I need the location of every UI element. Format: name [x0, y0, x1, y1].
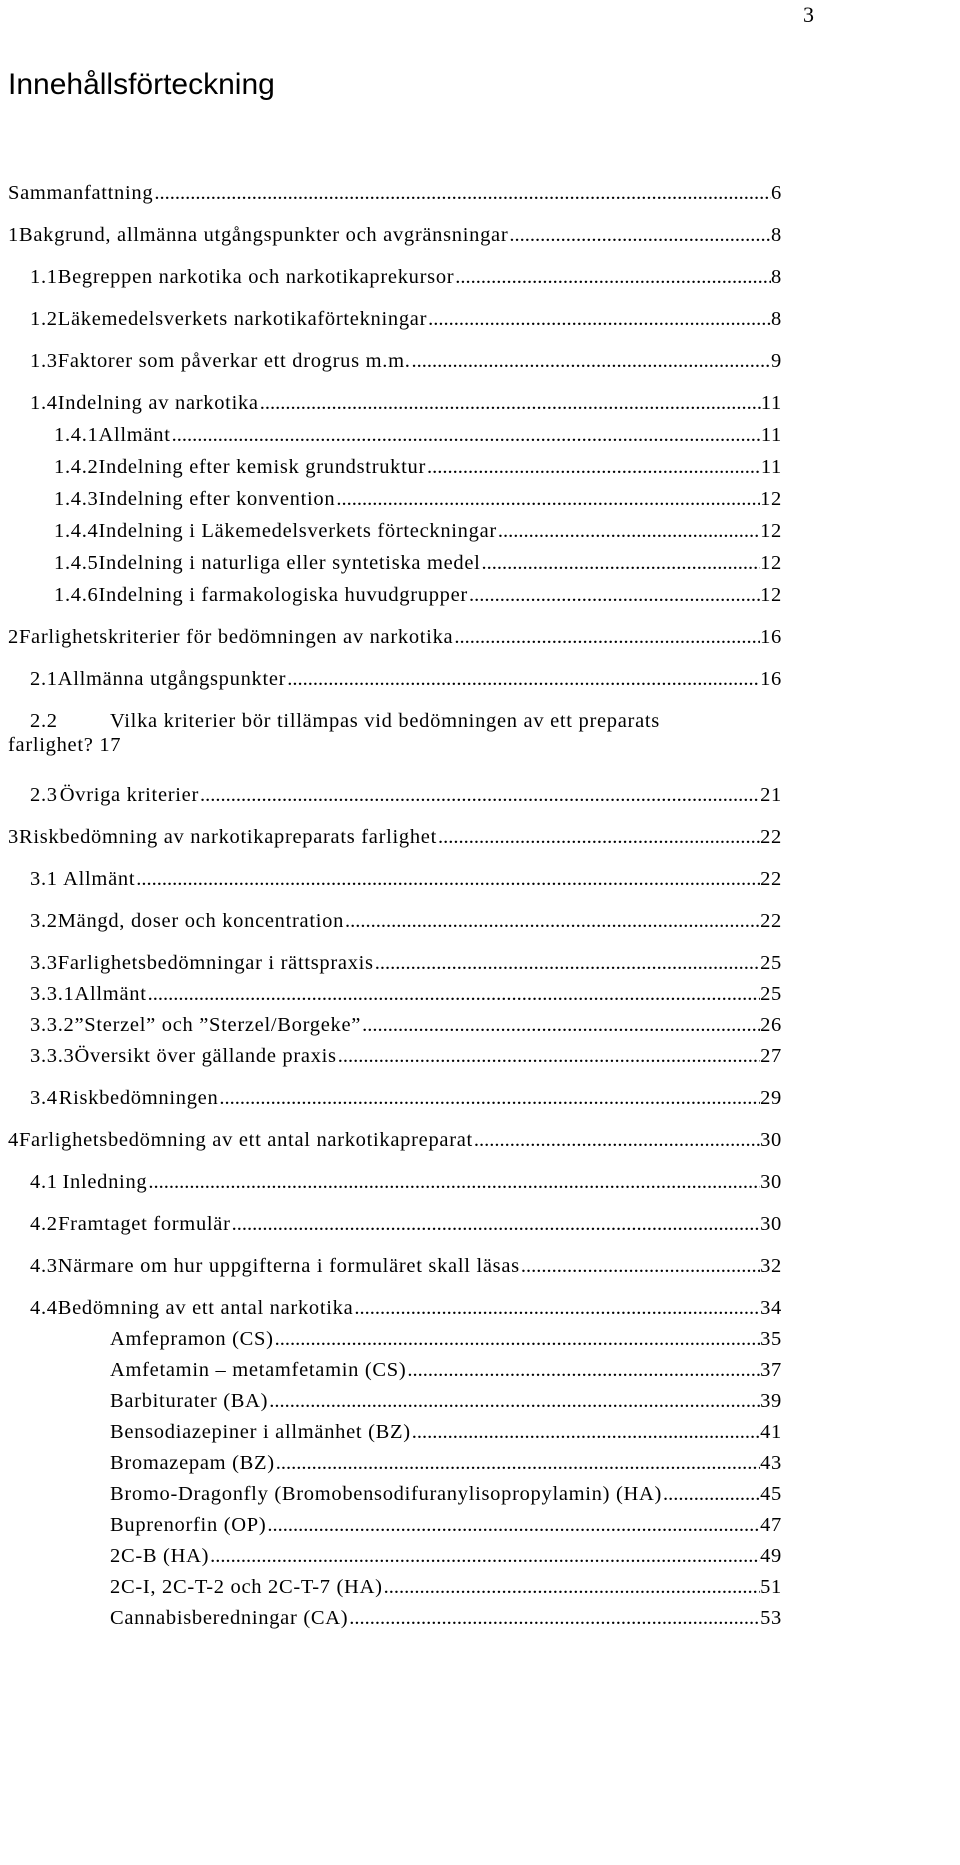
- toc-entry-number: 4.4: [30, 1297, 58, 1319]
- toc-entry-title: Framtaget formulär: [58, 1213, 231, 1235]
- toc-entry-number: 2: [8, 626, 19, 648]
- toc-entry-page: 47: [760, 1514, 782, 1536]
- dot-leader: [375, 950, 760, 976]
- toc-entry-page: 8: [771, 266, 782, 288]
- toc-entry-page: 25: [760, 952, 782, 974]
- toc-entry[interactable]: [30, 708, 782, 734]
- toc-entry-title: Mängd, doser och koncentration: [57, 910, 345, 932]
- toc-entry[interactable]: [110, 1419, 782, 1445]
- toc-entry-title: Närmare om hur uppgifterna i formuläret skall läsas: [57, 1255, 520, 1277]
- dot-leader: [287, 666, 760, 692]
- toc-entry-page: 22: [760, 910, 782, 932]
- toc-entry-number: 1.1: [30, 266, 58, 288]
- toc-entry-title: Bensodiazepiner i allmänhet (BZ): [110, 1421, 411, 1443]
- toc-entry-page: 53: [760, 1607, 782, 1629]
- toc-entry-number: 4.1: [30, 1171, 58, 1193]
- toc-entry-number: 3.4: [30, 1087, 58, 1109]
- toc-entry-title: Bromazepam (BZ): [110, 1452, 275, 1474]
- dot-leader: [407, 1357, 760, 1383]
- toc-entry-title: Begreppen narkotika och narkotikaprekursor: [57, 266, 455, 288]
- toc-entry[interactable]: [30, 1012, 782, 1038]
- toc-entry-page: 35: [760, 1328, 782, 1350]
- dot-leader: [232, 1211, 760, 1237]
- dot-leader: [148, 1169, 760, 1195]
- toc-entry[interactable]: [30, 390, 782, 416]
- dot-leader: [362, 1012, 760, 1038]
- toc-entry-page: 30: [760, 1213, 782, 1235]
- toc-entry-title: Bedömning av ett antal narkotika: [57, 1297, 354, 1319]
- dot-leader: [412, 348, 772, 374]
- toc-entry-title: Riskbedömning av narkotikapreparats farlighet: [18, 826, 437, 848]
- toc-entry-page: 12: [760, 488, 782, 510]
- toc-entry-number: 3.3.2: [30, 1014, 75, 1036]
- toc-entry[interactable]: [30, 981, 782, 1007]
- toc-entry-title: Farlighetskriterier för bedömningen av narkotika: [18, 626, 454, 648]
- toc-entry-title: 2C-I, 2C-T-2 och 2C-T-7 (HA): [110, 1576, 383, 1598]
- toc-entry-page: 11: [760, 456, 782, 478]
- toc-entry[interactable]: [8, 222, 782, 248]
- toc-entry-number: 3: [8, 826, 19, 848]
- toc-entry-page: 16: [760, 626, 782, 648]
- toc-entry[interactable]: [110, 1574, 782, 1600]
- toc-entry-title: Amfepramon (CS): [110, 1328, 274, 1350]
- toc-entry-title: Indelning efter konvention: [98, 488, 336, 510]
- toc-entry-number: 3.3: [30, 952, 58, 974]
- toc-entry-number: 4.2: [30, 1213, 58, 1235]
- toc-entry-page: 32: [760, 1255, 782, 1277]
- toc-entry[interactable]: [30, 1085, 782, 1111]
- toc-entry-number: 3.3.3: [30, 1045, 75, 1067]
- dot-leader: [469, 582, 760, 608]
- toc-entry[interactable]: [54, 582, 782, 608]
- toc-entry[interactable]: [30, 306, 782, 332]
- dot-leader: [354, 1295, 760, 1321]
- toc-entry-page: 12: [760, 552, 782, 574]
- toc-entry-title: Övriga kriterier: [59, 784, 199, 806]
- toc-entry[interactable]: [110, 1543, 782, 1569]
- toc-entry-title: Indelning av narkotika: [57, 392, 259, 414]
- dot-leader: [338, 1043, 760, 1069]
- toc-entry-page: 39: [760, 1390, 782, 1412]
- toc-entry-page: 11: [760, 392, 782, 414]
- toc-entry-title: Farlighetsbedömning av ett antal narkotikapreparat: [18, 1129, 473, 1151]
- toc-entry[interactable]: [30, 348, 782, 374]
- dot-leader: [275, 1326, 760, 1352]
- toc-entry-page: 49: [760, 1545, 782, 1567]
- dot-leader: [267, 1512, 760, 1538]
- dot-leader: [384, 1574, 760, 1600]
- toc-entry-page: 30: [760, 1171, 782, 1193]
- toc-entry-page: 12: [760, 520, 782, 542]
- dot-leader: [172, 422, 761, 448]
- toc-entry-page: 8: [771, 308, 782, 330]
- toc-entry[interactable]: [110, 1605, 782, 1631]
- dot-leader: [412, 1419, 760, 1445]
- toc-entry[interactable]: [110, 1450, 782, 1476]
- toc-entry[interactable]: [54, 454, 782, 480]
- toc-entry-page: 30: [760, 1129, 782, 1151]
- toc-entry[interactable]: [30, 1211, 782, 1237]
- toc-entry-number: 1.4.5: [54, 552, 99, 574]
- toc-entry-page: 16: [760, 668, 782, 690]
- toc-entry-title: Sammanfattning: [8, 182, 154, 204]
- toc-entry-number: 1.4.4: [54, 520, 99, 542]
- toc-entry-title: Översikt över gällande praxis: [74, 1045, 337, 1067]
- toc-entry-title: Allmänt: [74, 983, 147, 1005]
- toc-entry[interactable]: [110, 1357, 782, 1383]
- toc-entry[interactable]: [30, 666, 782, 692]
- dot-leader: [154, 180, 771, 206]
- toc-entry-title: ”Sterzel” och ”Sterzel/Borgeke”: [74, 1014, 362, 1036]
- toc-entry-page: 9: [771, 350, 782, 372]
- toc-entry-title: Bromo-Dragonfly (Bromobensodifuranylisopropylamin) (HA): [110, 1483, 663, 1505]
- toc-entry[interactable]: [110, 1481, 782, 1507]
- toc-entry[interactable]: [30, 1043, 782, 1069]
- toc-entry-number: 1.4.6: [54, 584, 99, 606]
- dot-leader: [260, 390, 761, 416]
- toc-entry-number: 1.4.3: [54, 488, 99, 510]
- toc-entry[interactable]: [110, 1388, 782, 1414]
- toc-entry-page: 37: [760, 1359, 782, 1381]
- toc-entry-page: 43: [760, 1452, 782, 1474]
- toc-entry-number: 1.3: [30, 350, 58, 372]
- toc-entry-page: 29: [760, 1087, 782, 1109]
- toc-entry-page: 45: [760, 1483, 782, 1505]
- toc-entry-continuation: farlighet? 17: [8, 734, 122, 756]
- toc-entry[interactable]: [54, 550, 782, 576]
- toc-entry-number: 1.4.1: [54, 424, 99, 446]
- toc-entry-title: Amfetamin – metamfetamin (CS): [110, 1359, 407, 1381]
- toc-entry-number: 1.4.2: [54, 456, 99, 478]
- dot-leader: [349, 1605, 760, 1631]
- toc-entry[interactable]: [30, 782, 782, 808]
- toc-entry-title: Allmänt: [63, 868, 136, 890]
- toc-entry-page: 22: [760, 868, 782, 890]
- toc-entry-page: 8: [771, 224, 782, 246]
- dot-leader: [663, 1481, 760, 1507]
- toc-entry-title: Allmänna utgångspunkter: [57, 668, 287, 690]
- dot-leader: [509, 222, 771, 248]
- toc-entry[interactable]: [30, 264, 782, 290]
- toc-entry-number: 2.1: [30, 668, 58, 690]
- dot-leader: [219, 1085, 760, 1111]
- dot-leader: [210, 1543, 760, 1569]
- toc-entry-page: 41: [760, 1421, 782, 1443]
- toc-entry[interactable]: [54, 422, 782, 448]
- dot-leader: [148, 981, 761, 1007]
- toc-entry-number: 1: [8, 224, 19, 246]
- toc-entry[interactable]: [54, 518, 782, 544]
- toc-entry-title: 2C-B (HA): [110, 1545, 210, 1567]
- toc-entry-page: 26: [760, 1014, 782, 1036]
- page-number: 3: [803, 2, 814, 27]
- toc-entry[interactable]: [8, 824, 782, 850]
- dot-leader: [428, 306, 771, 332]
- toc-entry-page: 6: [771, 182, 782, 204]
- dot-leader: [454, 624, 760, 650]
- dot-leader: [482, 550, 761, 576]
- toc-entry-page: 11: [760, 424, 782, 446]
- toc-entry-page: 12: [760, 584, 782, 606]
- toc-entry-title: Faktorer som påverkar ett drogrus m.m.: [57, 350, 411, 372]
- toc-entry[interactable]: [30, 908, 782, 934]
- toc-entry[interactable]: [30, 866, 782, 892]
- toc-entry[interactable]: [54, 486, 782, 512]
- toc-entry-number: 1.4: [30, 392, 58, 414]
- toc-entry[interactable]: [8, 624, 782, 650]
- toc-entry[interactable]: [8, 1127, 782, 1153]
- toc-entry-number: 4.3: [30, 1255, 58, 1277]
- toc-entry[interactable]: [8, 180, 782, 206]
- toc-entry-title: Cannabisberedningar (CA): [110, 1607, 349, 1629]
- toc-entry-title: Indelning efter kemisk grundstruktur: [98, 456, 427, 478]
- toc-entry-title: Indelning i Läkemedelsverkets förteckningar: [98, 520, 497, 542]
- dot-leader: [438, 824, 760, 850]
- dot-leader: [498, 518, 760, 544]
- toc-entry-page: 25: [760, 983, 782, 1005]
- dot-leader: [200, 782, 760, 808]
- dot-leader: [345, 908, 760, 934]
- toc-entry[interactable]: [110, 1326, 782, 1352]
- toc-entry-number: 1.2: [30, 308, 58, 330]
- toc-entry-number: 2.2: [30, 710, 58, 732]
- dot-leader: [521, 1253, 760, 1279]
- toc-entry-number: 3.1: [30, 868, 58, 890]
- dot-leader: [474, 1127, 760, 1153]
- toc-entry-page: 27: [760, 1045, 782, 1067]
- toc-entry-number: 2.3: [30, 784, 58, 806]
- toc-entry-title: Bakgrund, allmänna utgångspunkter och avgränsningar: [18, 224, 509, 246]
- toc-entry-title: Vilka kriterier bör tillämpas vid bedömningen av ett preparats: [110, 710, 660, 732]
- toc-entry[interactable]: [30, 950, 782, 976]
- dot-leader: [276, 1450, 760, 1476]
- toc-entry-title: Läkemedelsverkets narkotikaförtekningar: [57, 308, 428, 330]
- toc-entry-title: Buprenorfin (OP): [110, 1514, 267, 1536]
- dot-leader: [427, 454, 761, 480]
- toc-entry-number: 3.3.1: [30, 983, 75, 1005]
- toc-entry[interactable]: [30, 1295, 782, 1321]
- dot-leader: [455, 264, 771, 290]
- toc-entry-title: Indelning i naturliga eller syntetiska medel: [98, 552, 481, 574]
- toc-entry-title: Indelning i farmakologiska huvudgrupper: [98, 584, 468, 606]
- toc-heading: Innehållsförteckning: [8, 68, 275, 101]
- toc-entry-page: 51: [760, 1576, 782, 1598]
- toc-entry[interactable]: [30, 1253, 782, 1279]
- toc-entry-title: Inledning: [62, 1171, 148, 1193]
- toc-entry-number: 4: [8, 1129, 19, 1151]
- toc-entry-page: 22: [760, 826, 782, 848]
- toc-entry-title: Barbiturater (BA): [110, 1390, 269, 1412]
- toc-entry-title: Allmänt: [98, 424, 171, 446]
- toc-entry-page: 34: [760, 1297, 782, 1319]
- toc-entry[interactable]: [110, 1512, 782, 1538]
- dot-leader: [136, 866, 760, 892]
- dot-leader: [336, 486, 760, 512]
- dot-leader: [269, 1388, 760, 1414]
- toc-entry-number: 3.2: [30, 910, 58, 932]
- toc-entry[interactable]: [30, 1169, 782, 1195]
- toc-entry-title: Riskbedömningen: [58, 1087, 219, 1109]
- toc-entry-title: Farlighetsbedömningar i rättspraxis: [57, 952, 374, 974]
- toc-entry-page: 21: [760, 784, 782, 806]
